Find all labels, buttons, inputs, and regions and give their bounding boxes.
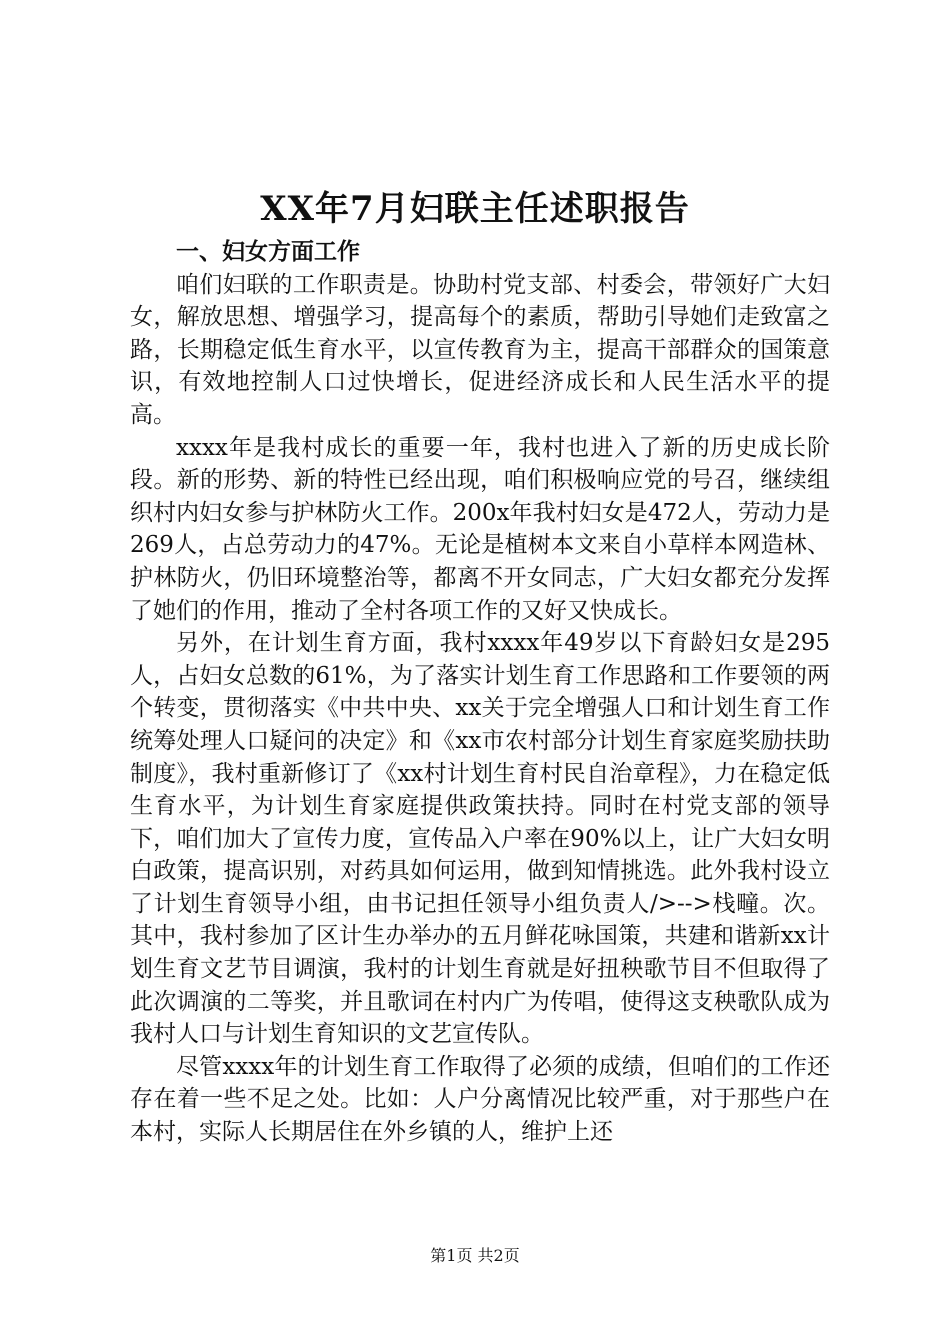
paragraph-1: 咱们妇联的工作职责是。协助村党支部、村委会，带领好广大妇女，解放思想、增强学习，提高每个的素质，帮助引导她们走致富之路，长期稳定低生育水平，以宣传教育为主，提高干部群众的国策意识，有效地控制人口过快增长，促进经济成长和人民生活水平的提高。 [130,271,830,428]
paragraph-2: xxxx年是我村成长的重要一年，我村也进入了新的历史成长阶段。新的形势、新的特性已经出现，咱们积极响应党的号召，继续组织村内妇女参与护林防火工作。200x年我村妇女是472人，劳动力是269人，占总劳动力的47%。无论是植树本文来自小草样本网造林、护林防火，仍旧环境整治等，都离不开女同志，广大妇女都充分发挥了她们的作用，推动了全村各项工作的又好又快成长。 [130,434,830,624]
document-title: XX年7月妇联主任述职报告 [260,189,690,229]
paragraph-3: 另外，在计划生育方面，我村xxxx年49岁以下育龄妇女是295人，占妇女总数的61%，为了落实计划生育工作思路和工作要领的两个转变，贯彻落实《中共中央、xx关于完全增强人口和计划生育工作统筹处理人口疑问的决定》和《xx市农村部分计划生育家庭奖励扶助制度》，我村重新修订了《xx村计划生育村民自治章程》，力在稳定低生育水平，为计划生育家庭提供政策扶持。同时在村党支部的领导下，咱们加大了宣传力度，宣传品入户率在90%以上，让广大妇女明白政策，提高识别，对药具如何运用，做到知情挑选。此外我村设立了计划生育领导小组，由书记担任领导小组负责人/>-->栈疃。次。其中，我村参加了区计生办举办的五月鲜花咏国策，共建和谐新xx计划生育文艺节目调演，我村的计划生育就是好扭秧歌节目不但取得了此次调演的二等奖，并且歌词在村内广为传唱，使得这支秧歌队成为我村人口与计划生育知识的文艺宣传队。 [130,630,830,1048]
paragraph-4: 尽管xxxx年的计划生育工作取得了必须的成绩，但咱们的工作还存在着一些不足之处。比如：人户分离情况比较严重，对于那些户在本村，实际人长期居住在外乡镇的人，维护上还 [130,1053,830,1146]
section-heading: 一、妇女方面工作 [176,238,360,265]
page-footer: 第1页 共2页 [430,1246,520,1265]
document-body [130,236,830,1149]
